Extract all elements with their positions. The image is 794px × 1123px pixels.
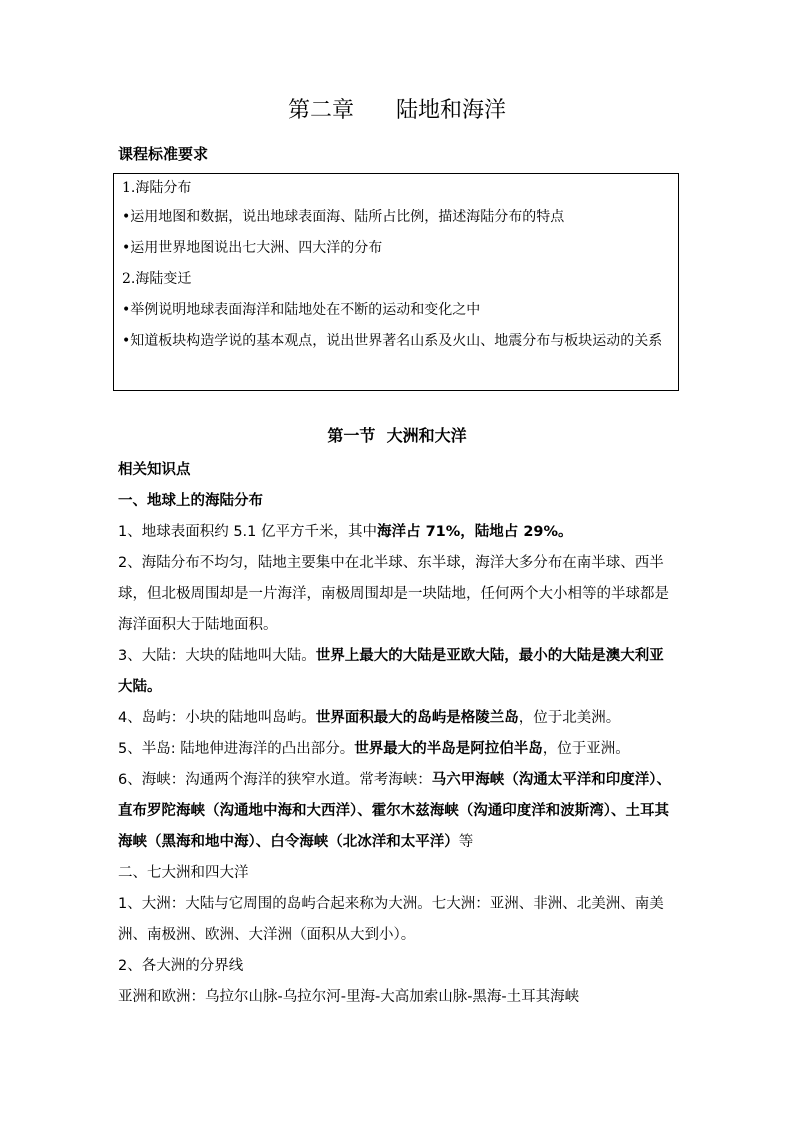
paragraph: 4、岛屿：小块的陆地叫岛屿。世界面积最大的岛屿是格陵兰岛，位于北美洲。 [118,710,621,726]
standards-line: 1.海陆分布 [122,180,192,196]
standards-line: •运用地图和数据，说出地球表面海、陆所占比例，描述海陆分布的特点 [122,209,565,225]
paragraph: 3、大陆：大块的陆地叫大陆。世界上最大的大陆是亚欧大陆，最小的大陆是澳大利亚大陆。 [118,648,664,695]
paragraph: 1、地球表面积约 5.1 亿平方千米，其中海洋占 71%，陆地占 29%。 [118,524,573,540]
standards-line: •知道板块构造学说的基本观点，说出世界著名山系及火山、地震分布与板块运动的关系 [122,333,663,349]
standards-line: 2.海陆变迁 [122,271,192,287]
standards-line: •运用世界地图说出七大洲、四大洋的分布 [122,240,383,256]
standards-line: •举例说明地球表面海洋和陆地处在不断的运动和变化之中 [122,302,481,318]
part2-heading: 二、七大洲和四大洋 [118,865,249,881]
paragraph: 亚洲和欧洲：乌拉尔山脉-乌拉尔河-里海-大高加索山脉-黑海-土耳其海峡 [118,989,580,1005]
paragraph: 2、海陆分布不均匀，陆地主要集中在北半球、东半球，海洋大多分布在南半球、西半球，但北极周围却是一片海洋，南极周围却是一块陆地，任何两个大小相等的半球都是海洋面积大于陆地面积。 [118,555,669,633]
paragraph: 5、半岛: 陆地伸进海洋的凸出部分。世界最大的半岛是阿拉伯半岛，位于亚洲。 [118,741,630,757]
knowledge-content [118,455,678,1013]
part1-heading: 一、地球上的海陆分布 [118,493,263,509]
paragraph: 1、大洲：大陆与它周围的岛屿合起来称为大洲。七大洲：亚洲、非洲、北美洲、南美洲、南极洲、欧洲、大洋洲（面积从大到小）。 [118,896,664,943]
chapter-title: 第二章 陆地和海洋 [288,98,506,123]
knowledge-heading: 相关知识点 [118,462,191,478]
paragraph: 2、各大洲的分界线 [118,958,244,974]
standards-box [113,173,679,391]
section-title: 第一节 大洲和大洋 [327,426,467,445]
standards-heading: 课程标准要求 [118,145,209,163]
paragraph: 6、海峡：沟通两个海洋的狭窄水道。常考海峡：马六甲海峡（沟通太平洋和印度洋）、直布罗陀海峡（沟通地中海和大西洋）、霍尔木兹海峡（沟通印度洋和波斯湾）、土耳其海峡（黑海和地中海）、白令海峡（北冰洋和太平洋）等 [118,772,671,850]
